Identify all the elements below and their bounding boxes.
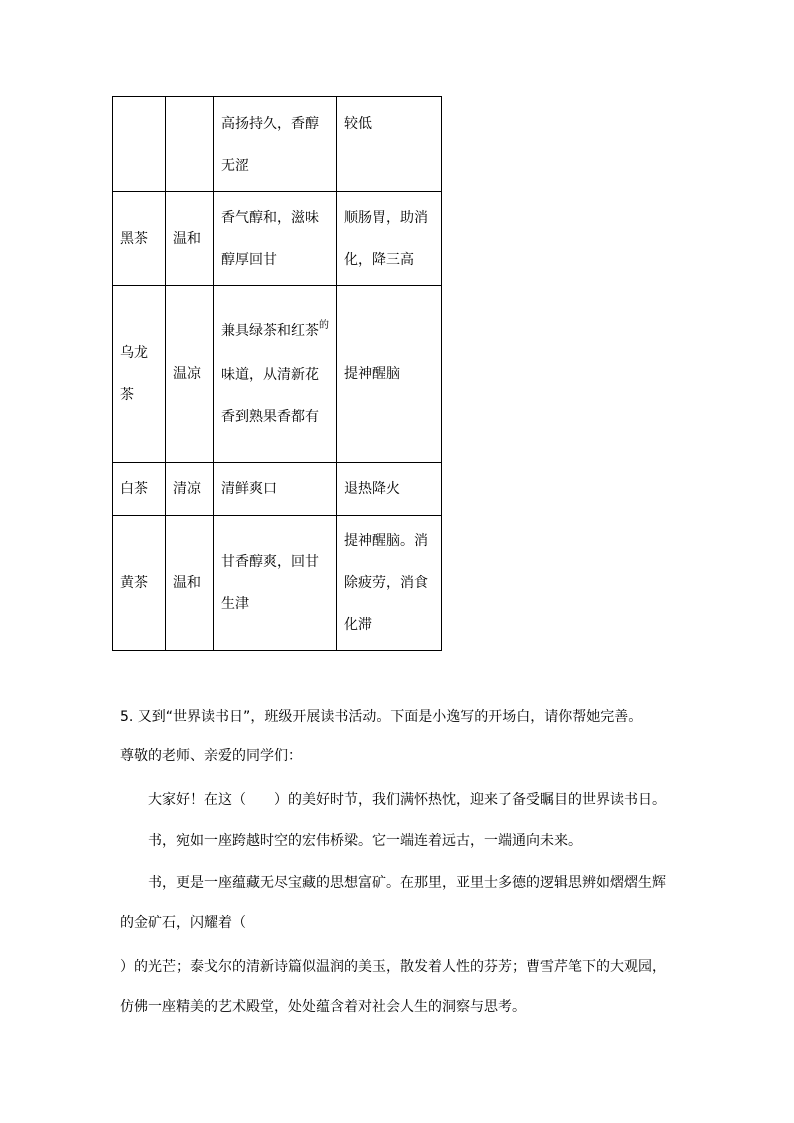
paragraph-1: 大家好！在这（ ）的美好时节，我们满怀热忱，迎来了备受瞩目的世界读书日。 <box>148 792 666 808</box>
question-title: 5. 又到“世界读书日”，班级开展读书活动。下面是小逸写的开场白，请你帮她完善。 <box>120 709 643 725</box>
table-row <box>113 516 442 651</box>
paragraph-3-line-3: ）的光芒；泰戈尔的清新诗篇似温润的美玉，散发着人性的芬芳；曹雪芹笔下的大观园， <box>120 959 666 975</box>
taste-text-b: 味道，从清新花香到熟果香都有 <box>221 367 319 425</box>
tea-taste-cell <box>214 286 337 463</box>
tea-nature-cell <box>166 97 214 192</box>
tea-name-cell: 乌龙茶 <box>113 286 166 463</box>
tea-table <box>112 96 442 651</box>
table-row <box>113 97 442 192</box>
taste-text-a: 兼具绿茶和红茶 <box>221 323 319 339</box>
tea-taste-cell: 清鲜爽口 <box>214 463 337 516</box>
paragraph-3-line-2: 的金矿石，闪耀着（ <box>120 915 246 931</box>
tea-name-cell: 黑茶 <box>113 192 166 286</box>
tea-nature-cell: 温和 <box>166 516 214 651</box>
tea-effect-cell: 较低 <box>337 97 442 192</box>
paragraph-2: 书，宛如一座跨越时空的宏伟桥梁。它一端连着远古，一端通向未来。 <box>148 833 582 849</box>
tea-name-cell <box>113 97 166 192</box>
tea-effect-cell: 退热降火 <box>337 463 442 516</box>
tea-nature-cell: 温和 <box>166 192 214 286</box>
table-row <box>113 192 442 286</box>
greeting: 尊敬的老师、亲爱的同学们： <box>120 748 302 764</box>
tea-name-cell: 白茶 <box>113 463 166 516</box>
tea-effect-cell: 提神醒脑 <box>337 286 442 463</box>
table-row <box>113 463 442 516</box>
paragraph-3-line-1: 书，更是一座蕴藏无尽宝藏的思想富矿。在那里，亚里士多德的逻辑思辨如熠熠生辉 <box>148 875 666 891</box>
taste-superscript: 的 <box>319 320 329 331</box>
table-row <box>113 286 442 463</box>
tea-taste-cell: 高扬持久，香醇无涩 <box>214 97 337 192</box>
tea-name-cell: 黄茶 <box>113 516 166 651</box>
tea-nature-cell: 温凉 <box>166 286 214 463</box>
tea-nature-cell: 清凉 <box>166 463 214 516</box>
tea-effect-cell: 顺肠胃，助消化，降三高 <box>337 192 442 286</box>
paragraph-3-line-4: 仿佛一座精美的艺术殿堂，处处蕴含着对社会人生的洞察与思考。 <box>120 999 526 1015</box>
tea-effect-cell: 提神醒脑。消除疲劳，消食化滞 <box>337 516 442 651</box>
tea-taste-cell: 香气醇和，滋味醇厚回甘 <box>214 192 337 286</box>
tea-taste-cell: 甘香醇爽，回甘生津 <box>214 516 337 651</box>
